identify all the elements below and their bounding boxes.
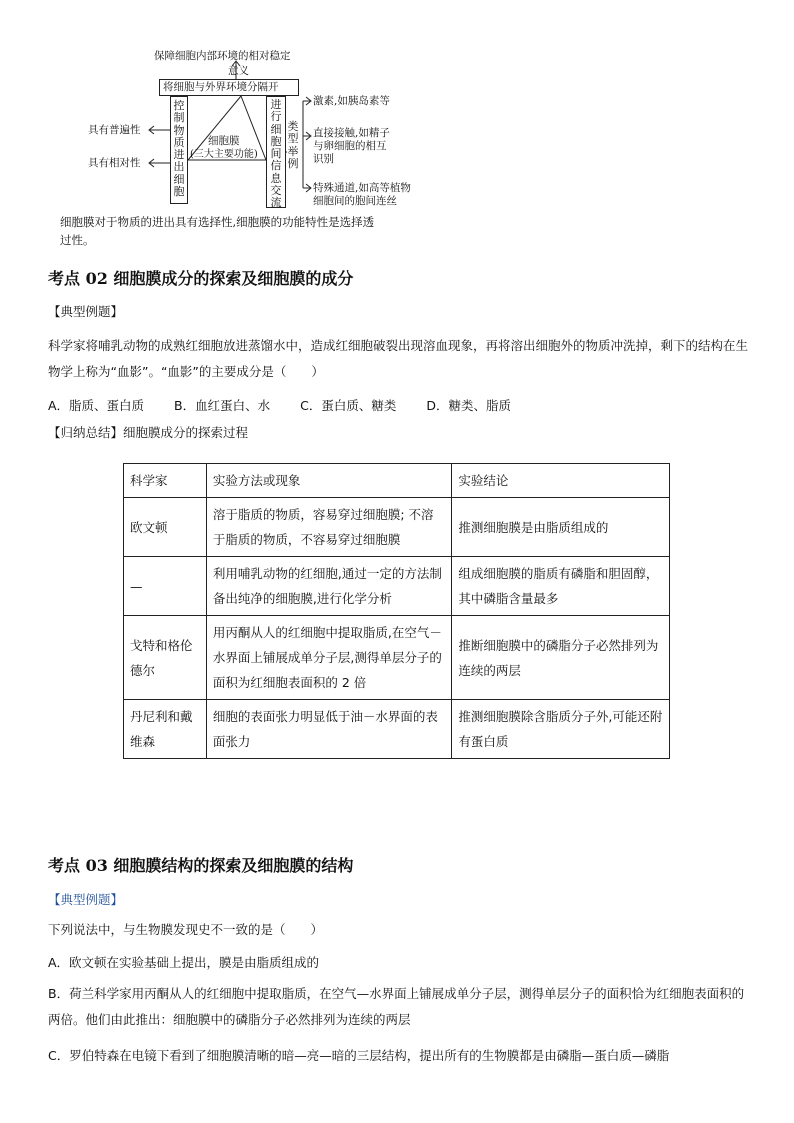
table-header-cell: 科学家 xyxy=(124,464,207,498)
table-header-cell: 实验方法或现象 xyxy=(206,464,452,498)
summary-text: 细胞膜成分的探索过程 xyxy=(123,425,249,440)
type-contact-2: 与卵细胞的相互 xyxy=(313,140,387,152)
section-02-title: 考点 02 细胞膜成分的探索及细胞膜的成分 xyxy=(48,269,354,288)
table-cell: 欧文顿 xyxy=(124,498,207,557)
option-b: B．血红蛋白、水 xyxy=(174,398,271,413)
type-contact-1: 直接接触,如精子 xyxy=(313,127,390,139)
table-cell: — xyxy=(124,557,207,616)
table-row xyxy=(124,616,670,700)
table-row xyxy=(124,700,670,759)
type-channel-2: 细胞间的胞间连丝 xyxy=(313,195,397,207)
table-cell: 戈特和格伦德尔 xyxy=(124,616,207,700)
center-subtitle: (三大主要功能) xyxy=(190,149,258,160)
option-a: A．脂质、蛋白质 xyxy=(48,398,145,413)
table-row xyxy=(124,557,670,616)
table-cell: 推测细胞膜除含脂质分子外,可能还附有蛋白质 xyxy=(452,700,670,759)
cell-membrane-function-diagram xyxy=(58,46,458,252)
option-d: D．糖类、脂质 xyxy=(426,398,511,413)
section-03-option-c: C．罗伯特森在电镜下看到了细胞膜清晰的暗—亮—暗的三层结构，提出所有的生物膜都是由磷脂—蛋白质—磷脂 xyxy=(48,1048,670,1063)
diagram-caption-line1: 细胞膜对于物质的进出具有选择性,细胞膜的功能特性是选择透 xyxy=(60,215,375,229)
section-02-summary xyxy=(48,423,248,443)
diagram-caption-line2: 过性。 xyxy=(60,233,95,247)
option-c: C．蛋白质、糖类 xyxy=(300,398,397,413)
type-contact-3: 识别 xyxy=(313,153,334,165)
type-hormone: 激素,如胰岛素等 xyxy=(313,95,390,107)
table-cell: 丹尼利和戴维森 xyxy=(124,700,207,759)
section-03-example-tag: 【典型例题】 xyxy=(48,892,124,907)
section-02-options xyxy=(48,396,537,416)
table-cell: 用丙酮从人的红细胞中提取脂质,在空气－水界面上铺展成单分子层,测得单层分子的面积为红细胞表面积的 2 倍 xyxy=(206,616,452,700)
table-cell: 组成细胞膜的脂质有磷脂和胆固醇，其中磷脂含量最多 xyxy=(452,557,670,616)
type-channel-1: 特殊通道,如高等植物 xyxy=(313,182,411,194)
control-transport-box xyxy=(170,96,188,204)
note-relativity: 具有相对性 xyxy=(88,157,141,169)
table-cell: 细胞的表面张力明显低于油－水界面的表面张力 xyxy=(206,700,452,759)
types-examples-text: 类型举例 xyxy=(287,120,299,170)
section-03-option-b: B．荷兰科学家用丙酮从人的红细胞中提取脂质，在空气—水界面上铺展成单分子层，测得单层分子的面积恰为红细胞表面积的两倍。他们由此推出：细胞膜中的磷脂分子必然排列为连续的两层 xyxy=(48,986,745,1027)
section-03-title: 考点 03 细胞膜结构的探索及细胞膜的结构 xyxy=(48,856,354,875)
center-title: 细胞膜 xyxy=(208,135,240,147)
note-universality: 具有普遍性 xyxy=(88,124,141,136)
table-row xyxy=(124,498,670,557)
separate-box xyxy=(159,79,299,96)
signal-exchange-box xyxy=(266,96,286,208)
section-02-example-tag: 【典型例题】 xyxy=(48,304,124,319)
table-cell: 溶于脂质的物质，容易穿过细胞膜; 不溶于脂质的物质，不容易穿过细胞膜 xyxy=(206,498,452,557)
membrane-composition-table xyxy=(123,463,670,759)
table-header-row xyxy=(124,464,670,498)
summary-tag: 【归纳总结】 xyxy=(48,425,124,440)
table-cell: 推断细胞膜中的磷脂分子必然排列为连续的两层 xyxy=(452,616,670,700)
signal-exchange-text: 进行细胞间信息交流 xyxy=(270,98,282,210)
table-cell: 推测细胞膜是由脂质组成的 xyxy=(452,498,670,557)
table-header-cell: 实验结论 xyxy=(452,464,670,498)
section-03-question: 下列说法中，与生物膜发现史不一致的是（ ） xyxy=(48,922,324,937)
table-cell: 利用哺乳动物的红细胞,通过一定的方法制备出纯净的细胞膜,进行化学分析 xyxy=(206,557,452,616)
section-03-option-a: A．欧文顿在实验基础上提出，膜是由脂质组成的 xyxy=(48,955,320,970)
separate-box-text: 将细胞与外界环境分隔开 xyxy=(163,81,279,93)
significance-text: 保障细胞内部环境的相对稳定 xyxy=(154,50,291,62)
significance-label: 意义 xyxy=(228,65,249,77)
control-transport-text: 控制物质进出细胞 xyxy=(173,99,185,199)
section-02-question: 科学家将哺乳动物的成熟红细胞放进蒸馏水中，造成红细胞破裂出现溶血现象，再将溶出细胞外的物质冲洗掉，剩下的结构在生物学上称为“血影”。“血影”的主要成分是（ ） xyxy=(48,338,749,379)
